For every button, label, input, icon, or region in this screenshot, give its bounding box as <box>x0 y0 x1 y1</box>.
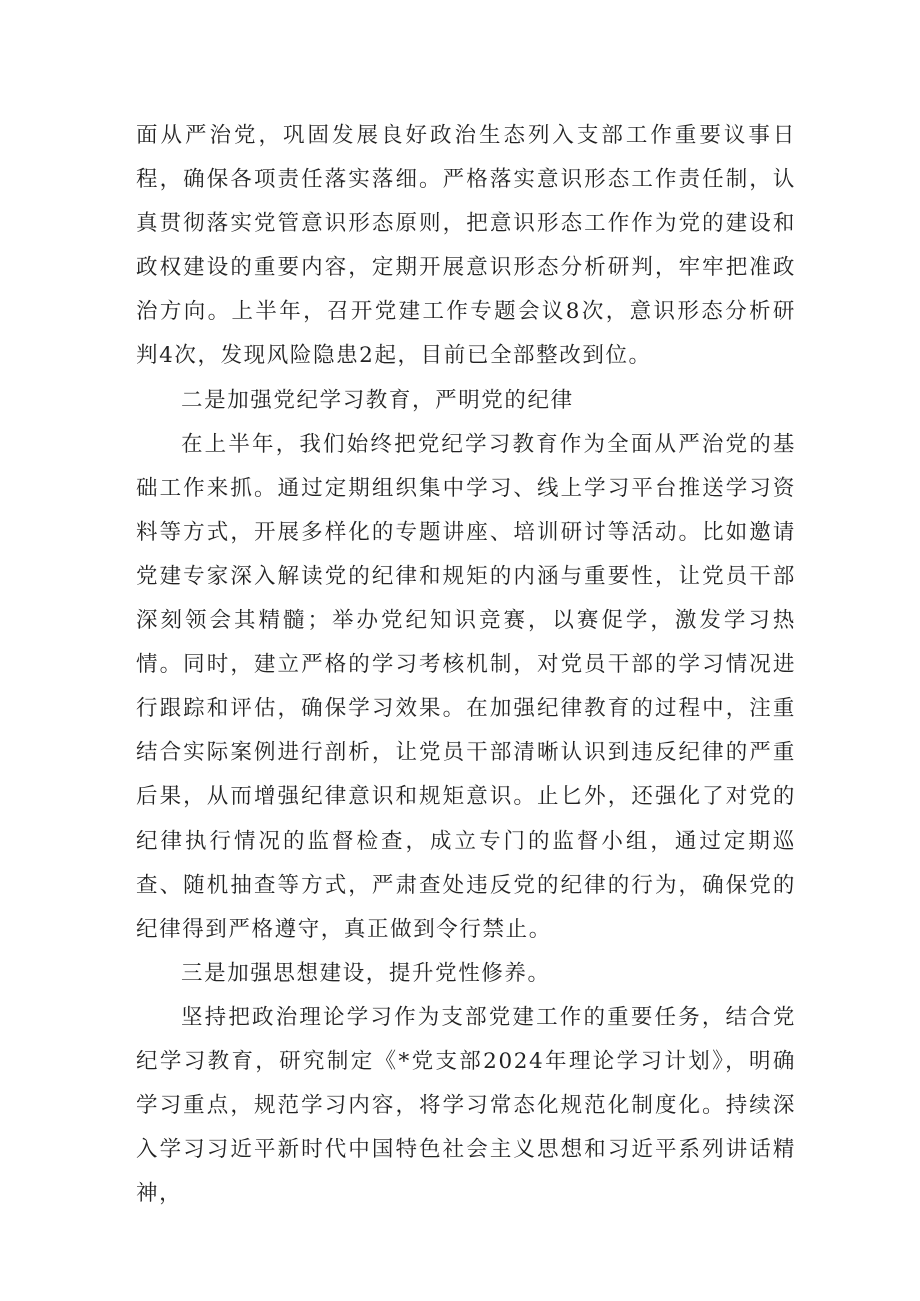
paragraph-theory-study: 坚持把政治理论学习作为支部党建工作的重要任务，结合党纪学习教育，研究制定《*党支部2024年理论学习计划》，明确学习重点，规范学习内容，将学习常态化规范化制度化。持续深入学习习近平新时代中国特色社会主义思想和习近平系列讲话精神， <box>136 1004 796 1207</box>
section-heading-2: 二是加强党纪学习教育，严明党的纪律 <box>181 387 574 413</box>
paragraph-party-discipline: 在上半年，我们始终把党纪学习教育作为全面从严治党的基础工作来抓。通过定期组织集中学习、线上学习平台推送学习资料等方式，开展多样化的专题讲座、培训研讨等活动。比如邀请党建专家深入解读党的纪律和规矩的内涵与重要性，让党员干部深刻领会其精髓；举办党纪知识竞赛，以赛促学，激发学习热情。同时，建立严格的学习考核机制，对党员干部的学习情况进行跟踪和评估，确保学习效果。在加强纪律教育的过程中，注重结合实际案例进行剖析，让党员干部清晰认识到违反纪律的严重后果，从而增强纪律意识和规矩意识。止匕外，还强化了对党的纪律执行情况的监督检查，成立专门的监督小组，通过定期巡查、随机抽查等方式，严肃查处违反党的纪律的行为，确保党的纪律得到严格遵守，真正做到令行禁止。 <box>136 431 796 942</box>
paragraph-intro: 面从严治党，巩固发展良好政治生态列入支部工作重要议事日程，确保各项责任落实落细。严格落实意识形态工作责任制，认真贯彻落实党管意识形态原则，把意识形态工作作为党的建设和政权建设的重要内容，定期开展意识形态分析研判，牢牢把准政治方向。上半年，召开党建工作专题会议8次，意识形态分析研判4次，发现风险隐患2起，目前已全部整改到位。 <box>136 123 796 369</box>
document-body <box>136 114 796 1216</box>
section-heading-3: 三是加强思想建设，提升党性修养。 <box>181 960 551 986</box>
